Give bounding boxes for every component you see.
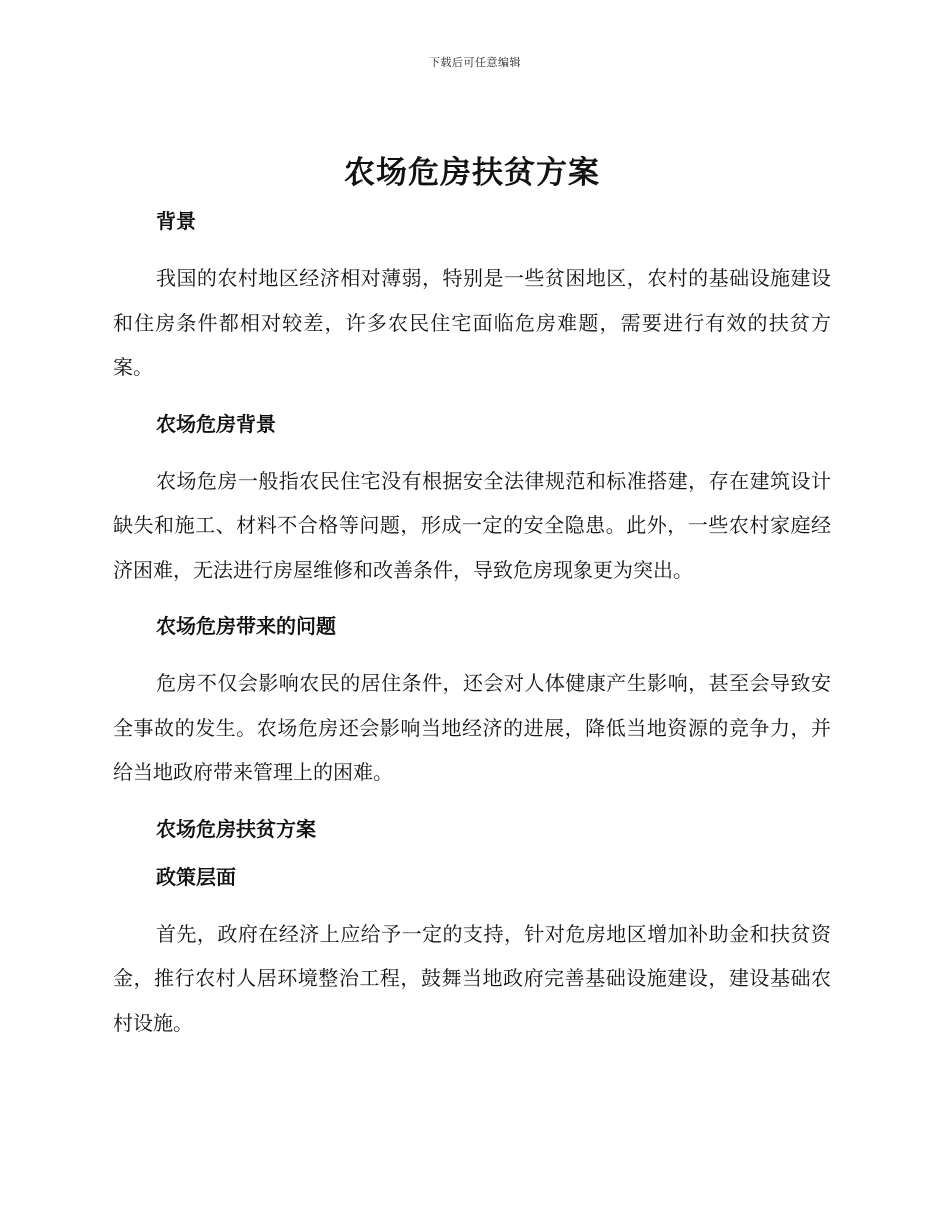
paragraph-problems: 危房不仅会影响农民的居住条件，还会对人体健康产生影响，甚至会导致安全事故的发生。农场危房还会影响当地经济的进展，降低当地资源的竞争力，并给当地政府带来管理上的困难。 — [113, 671, 831, 784]
page-header-note: 下载后可任意编辑 — [429, 56, 521, 69]
section-heading-background: 背景 — [156, 209, 196, 233]
section-heading-poverty-alleviation-plan: 农场危房扶贫方案 — [156, 816, 316, 841]
document-title: 农场危房扶贫方案 — [344, 155, 600, 191]
paragraph-farm-dangerous-housing-background: 农场危房一般指农民住宅没有根据安全法律规范和标准搭建，存在建筑设计缺失和施工、材料不合格等问题，形成一定的安全隐患。此外，一些农村家庭经济困难，无法进行房屋维修和改善条件，导致危房现象更为突出。 — [113, 468, 831, 582]
paragraph-background: 我国的农村地区经济相对薄弱，特别是一些贫困地区，农村的基础设施建设和住房条件都相对较差，许多农民住宅面临危房难题，需要进行有效的扶贫方案。 — [113, 266, 831, 379]
section-heading-problems: 农场危房带来的问题 — [156, 614, 336, 638]
paragraph-policy-level: 首先，政府在经济上应给予一定的支持，针对危房地区增加补助金和扶贫资金，推行农村人居环境整治工程，鼓舞当地政府完善基础设施建设，建设基础农村设施。 — [113, 921, 831, 1035]
section-heading-farm-dangerous-housing-background: 农场危房背景 — [156, 411, 276, 436]
section-heading-policy-level: 政策层面 — [156, 864, 236, 889]
document-body — [113, 150, 831, 1045]
